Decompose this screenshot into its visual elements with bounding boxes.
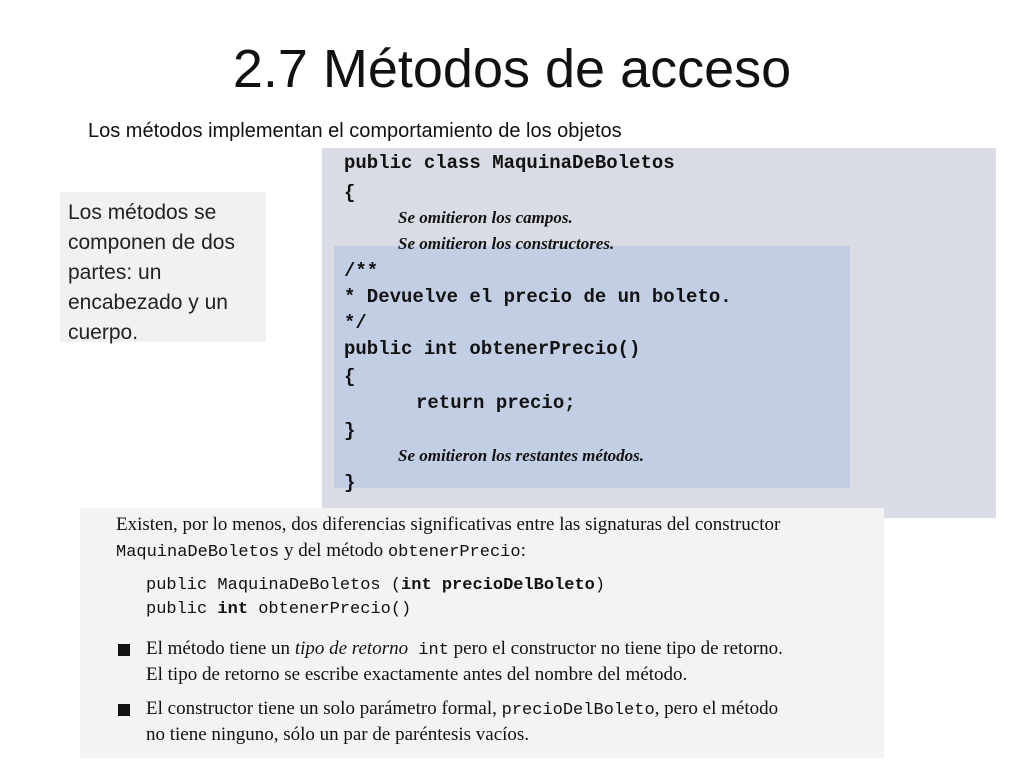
code-line: */: [344, 312, 367, 334]
intro-text: y del método: [279, 540, 388, 561]
bullet-text: El constructor tiene un solo parámetro formal,: [146, 698, 502, 719]
intro-line-1: Existen, por lo menos, dos diferencias significativas entre las signaturas del constructor: [116, 514, 781, 535]
left-note-text: [68, 198, 235, 348]
bullet-square: [118, 704, 130, 716]
bullet-text: pero el constructor no tiene tipo de retorno.: [448, 638, 783, 659]
code-line: }: [344, 472, 356, 494]
code-line: /**: [344, 260, 379, 282]
code-line: * Devuelve el precio de un boleto.: [344, 286, 732, 308]
sig-text: public: [146, 600, 218, 619]
method-signature: [146, 600, 411, 619]
code-comment: Se omitieron los constructores.: [398, 234, 615, 253]
sig-return-type: int: [217, 600, 249, 619]
slide-subtitle: Los métodos implementan el comportamiento de los objetos: [88, 120, 622, 142]
signature-differences-panel: [80, 508, 884, 758]
method-name-code: obtenerPrecio: [387, 543, 521, 562]
left-note-line: partes: un: [68, 261, 162, 284]
code-line: {: [344, 182, 356, 204]
left-note-line: componen de dos: [68, 231, 235, 254]
code-line: public int obtenerPrecio(): [344, 338, 641, 360]
sig-text: ): [594, 576, 606, 595]
sig-param: int precioDelBoleto: [401, 576, 595, 595]
intro-line-2: [116, 540, 526, 562]
left-note-line: encabezado y un: [68, 291, 228, 314]
left-note-line: Los métodos se: [68, 201, 217, 224]
bullet-code: precioDelBoleto: [501, 701, 655, 720]
code-comment: Se omitieron los restantes métodos.: [398, 446, 645, 465]
bullet-1-line-2: El tipo de retorno se escribe exactamente antes del nombre del método.: [146, 664, 688, 685]
left-note-box: [60, 192, 266, 342]
bullet-2-line-1: [146, 698, 778, 720]
left-note-line: cuerpo.: [68, 321, 139, 344]
bullet-text: , pero el método: [654, 698, 779, 719]
code-line: }: [344, 420, 356, 442]
code-comment: Se omitieron los campos.: [398, 208, 573, 227]
code-line: {: [344, 366, 356, 388]
class-name-code: MaquinaDeBoletos: [116, 543, 280, 562]
bullet-emphasis: tipo de retorno: [294, 638, 409, 659]
bullet-1-line-1: [146, 638, 783, 660]
intro-text: :: [520, 540, 526, 561]
sig-text: obtenerPrecio(): [248, 600, 412, 619]
slide-title: 2.7 Métodos de acceso: [232, 39, 792, 99]
bullet-text: El método tiene un: [146, 638, 295, 659]
bullet-2-line-2: no tiene ninguno, sólo un par de paréntesis vacíos.: [146, 724, 530, 745]
code-line: return precio;: [416, 392, 576, 414]
bullet-code: int: [408, 641, 449, 660]
bullet-square: [118, 644, 130, 656]
sig-text: public MaquinaDeBoletos (: [146, 576, 402, 595]
code-line: public class MaquinaDeBoletos: [344, 152, 675, 174]
constructor-signature: [146, 576, 605, 595]
